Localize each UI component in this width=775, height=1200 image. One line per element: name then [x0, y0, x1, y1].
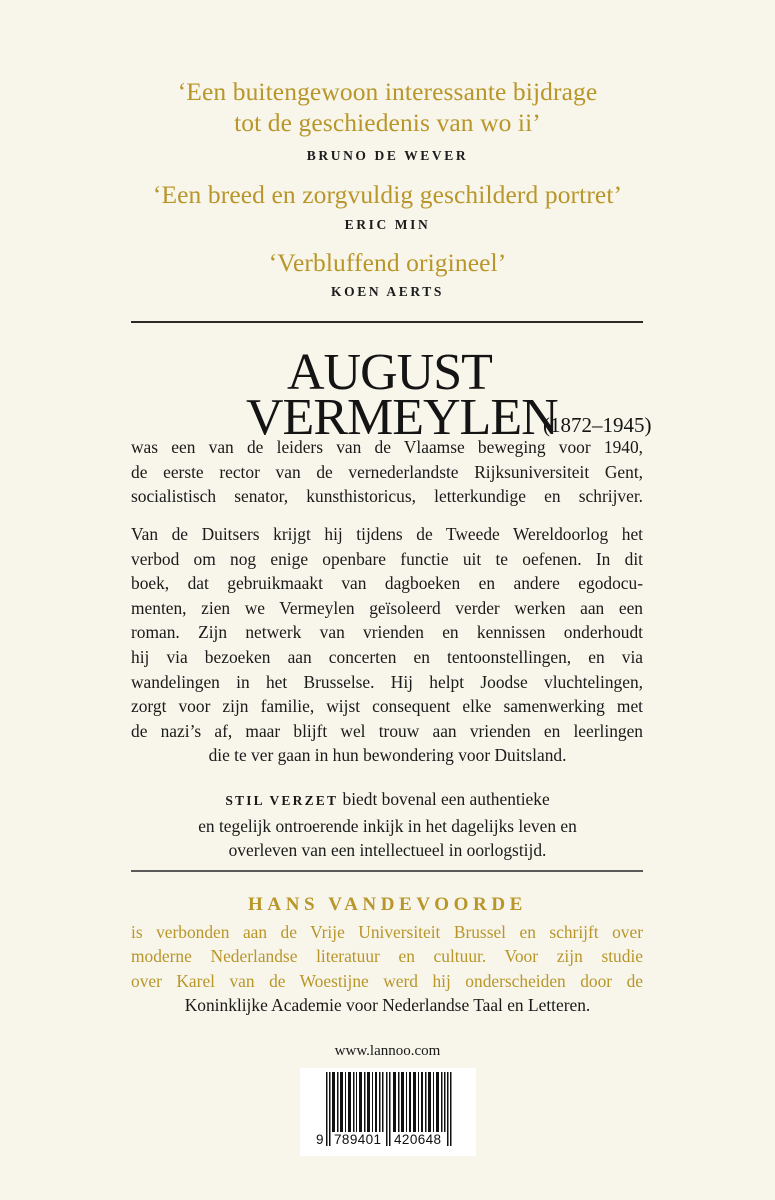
- bio-line: over Karel van de Woestijne werd hij onderscheiden door de: [131, 970, 643, 991]
- book-title: STIL VERZET: [225, 793, 339, 808]
- divider-bottom: [131, 870, 643, 872]
- isbn-right-group: 420648: [394, 1132, 442, 1147]
- summary-line-1: biedt bovenal een authentieke: [338, 789, 550, 809]
- divider-top: [131, 321, 643, 323]
- paragraph-line: boek, dat gebruikmaakt van dagboeken en andere egodocu-: [131, 573, 643, 594]
- intro-line: socialistisch senator, kunsthistoricus, letterkundige en schrijver.: [131, 486, 643, 507]
- paragraph-last-line: die te ver gaan in hun bewondering voor Duitsland.: [208, 745, 567, 765]
- subject-intro: [131, 435, 643, 509]
- quote-1-line-1: ‘Een buitengewoon interessante bijdrage: [177, 77, 598, 106]
- subject-name-first: AUGUST: [287, 344, 492, 401]
- bio-line: is verbonden aan de Vrije Universiteit Brussel en schrijft over: [131, 922, 643, 942]
- quote-1-author: BRUNO DE WEVER: [306, 148, 469, 163]
- publisher-url[interactable]: www.lannoo.com: [334, 1043, 441, 1059]
- isbn-first-digit: 9: [316, 1132, 324, 1147]
- paragraph-line: menten, zien we Vermeylen geïsoleerd verder werken aan een: [131, 597, 643, 618]
- intro-line: de eerste rector van de vernederlandste Rijksuniversiteit Gent,: [131, 461, 643, 482]
- isbn-barcode: [300, 1068, 476, 1156]
- author-name: HANS VANDEVOORDE: [248, 894, 527, 915]
- paragraph-line: zorgt voor zijn familie, wijst consequent elke samenwerking met: [131, 696, 643, 717]
- paragraph-line: verbod om nog enige openbare functie uit te oefenen. In dit: [131, 548, 643, 569]
- paragraph-line: wandelingen in het Brusselse. Hij helpt Joodse vluchtelingen,: [131, 671, 643, 692]
- bio-line: moderne Nederlandse literatuur en cultuur. Voor zijn studie: [131, 946, 643, 967]
- quote-1-line-2: tot de geschiedenis van wo ii’: [234, 108, 541, 137]
- paragraph-line: roman. Zijn netwerk van vrienden en kennissen onderhoudt: [131, 622, 643, 643]
- summary-line-2: en tegelijk ontroerende inkijk in het dagelijks leven en: [198, 815, 577, 836]
- quote-3: ‘Verbluffend origineel’: [268, 248, 507, 277]
- summary-line-3: overleven van een intellectueel in oorlogstijd.: [228, 840, 547, 861]
- intro-line: was een van de leiders van de Vlaamse beweging voor 1940,: [131, 437, 643, 457]
- paragraph-line: de nazi’s af, maar blijft wel trouw aan vrienden en leerlingen: [131, 720, 643, 741]
- subject-dates: (1872–1945): [543, 413, 652, 437]
- paragraph-line: hij via bezoeken aan concerten en tentoonstellingen, en via: [131, 646, 643, 667]
- barcode-icon: [300, 1068, 476, 1156]
- quote-2-author: ERIC MIN: [344, 217, 431, 232]
- paragraph-line: Van de Duitsers krijgt hij tijdens de Tweede Wereldoorlog het: [131, 524, 643, 544]
- subject-paragraph: [131, 522, 643, 743]
- quote-2: ‘Een breed en zorgvuldig geschilderd portret’: [152, 180, 623, 209]
- author-bio-last-line: Koninklijke Academie voor Nederlandse Taal en Letteren.: [184, 995, 591, 1015]
- quote-3-author: KOEN AERTS: [331, 284, 444, 299]
- subject-name-last: VERMEYLEN: [246, 389, 558, 446]
- isbn-left-group: 789401: [334, 1132, 382, 1147]
- summary: [0, 787, 775, 863]
- author-bio: [131, 920, 643, 993]
